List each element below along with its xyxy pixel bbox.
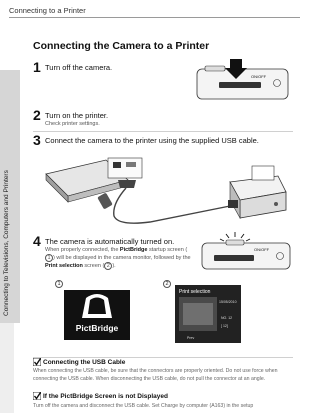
step-2-number: 2 bbox=[33, 107, 41, 123]
step-1-text: Turn off the camera. bbox=[45, 63, 113, 72]
step-1-number: 1 bbox=[33, 59, 41, 75]
screen-1-marker: 1 bbox=[55, 280, 63, 288]
usb-connection-illustration bbox=[40, 148, 290, 230]
circled-ref-2: 2 bbox=[104, 262, 112, 270]
print-selection-date: 15/05/2010 bbox=[219, 300, 237, 304]
step-2-sub: Check printer settings. bbox=[45, 121, 100, 127]
step-2-text: Turn on the printer. bbox=[45, 111, 109, 120]
section-title: Connecting the Camera to a Printer bbox=[33, 40, 210, 52]
onoff-label: ON/OFF bbox=[251, 74, 267, 79]
print-selection-counter: [ 12] bbox=[221, 324, 228, 328]
camera-illustration bbox=[46, 158, 142, 202]
note-divider-1 bbox=[33, 357, 293, 358]
step-3-number: 3 bbox=[33, 132, 41, 148]
print-selection-screen bbox=[175, 285, 241, 343]
step-3-text: Connect the camera to the printer using the supplied USB cable. bbox=[45, 136, 259, 145]
camera-power-off-illustration bbox=[195, 55, 290, 101]
circled-ref-1: 1 bbox=[45, 254, 53, 262]
side-tab-lower bbox=[0, 323, 14, 413]
note-1-title: Connecting the USB Cable bbox=[43, 359, 126, 366]
checkmark-icon bbox=[33, 392, 41, 400]
printer-illustration bbox=[228, 166, 286, 218]
print-selection-count: NO. 12 bbox=[221, 316, 233, 320]
checkmark-icon bbox=[33, 358, 41, 366]
header-rule bbox=[9, 17, 300, 18]
onoff-label-2: ON/OFF bbox=[254, 247, 270, 252]
step-divider bbox=[33, 131, 293, 132]
pictbridge-screen bbox=[64, 290, 130, 340]
side-tab-label: Connecting to Televisions, Computers and Printers bbox=[3, 170, 10, 316]
running-header: Connecting to a Printer bbox=[9, 6, 86, 15]
step-4-sub: When properly connected, the PictBridge startup screen (1 ) will be displayed in the camera monitor, followed by the Print selection screen ( 2 ). bbox=[45, 247, 191, 269]
step-4-text: The camera is automatically turned on. bbox=[45, 237, 175, 246]
note-1-body: When connecting the USB cable, be sure that the connectors are properly oriented. Do not use force when connecting the USB cable. When disconnecting the USB cable, do not pull the connector at an angle. bbox=[33, 368, 278, 382]
step-4-number: 4 bbox=[33, 233, 41, 249]
print-selection-footer: Prev bbox=[187, 336, 195, 340]
pictbridge-logo-text: PictBridge bbox=[75, 323, 119, 333]
print-selection-title: Print selection bbox=[179, 289, 211, 295]
note-2-body: Turn off the camera and disconnect the USB cable. Set Charge by computer (A163) in the setup bbox=[33, 403, 254, 409]
note-2-title: If the PictBridge Screen is not Displayed bbox=[43, 393, 168, 400]
screen-2-marker: 2 bbox=[163, 280, 171, 288]
camera-power-on-illustration bbox=[200, 231, 292, 271]
